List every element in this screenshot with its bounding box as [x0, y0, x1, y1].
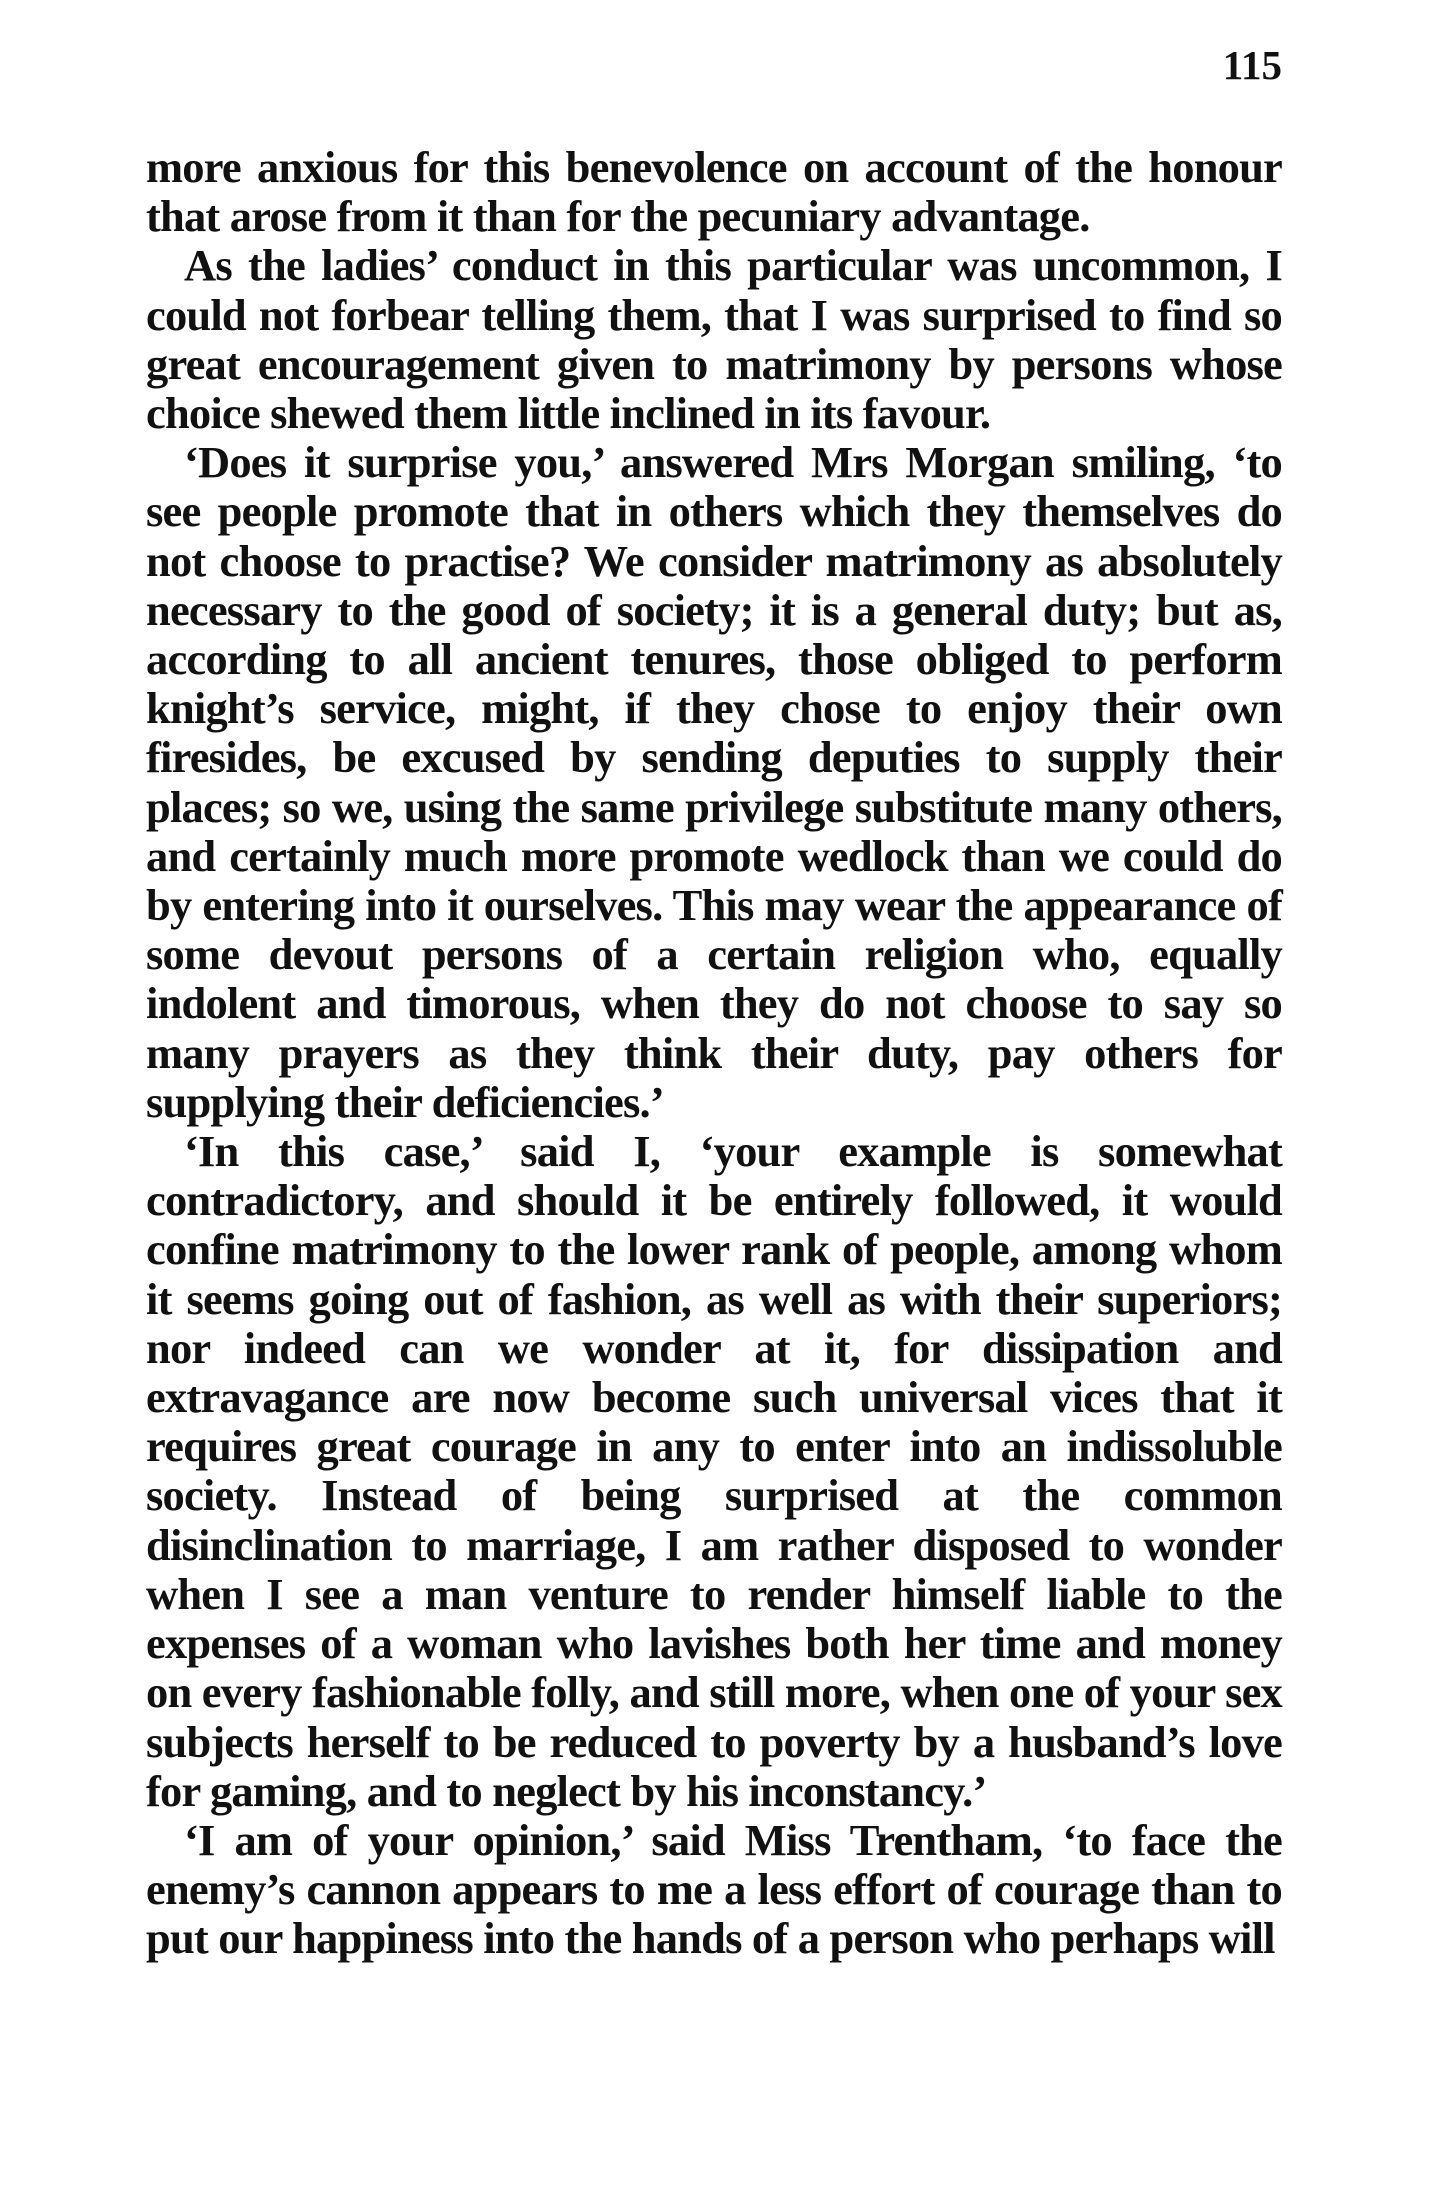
paragraph-continuation: more anxious for this benevolence on account of the honour that arose from it than for the pecuniary advantage. — [146, 142, 1282, 242]
paragraph-mrs-morgan: ‘Does it surprise you,’ answered Mrs Morgan smiling, ‘to see people promote that in others which they themselves do not choose to practise? We consider matrimony as absolutely necessary to the good of society; it is a general duty; but as, according to all ancient tenures, those obliged to perform knight’s service, might, if they chose to enjoy their own firesides, be excused by sending deputies to supply their places; so we, using the same privilege substitute many others, and certainly much more promote wedlock than we could do by entering into it ourselves. This may wear the appearance of some devout persons of a certain religion who, equally indolent and timorous, when they do not choose to say so many prayers as they think their duty, pay others for supplying their deficiencies.’ — [146, 437, 1282, 1127]
paragraph-miss-trentham: ‘I am of your opinion,’ said Miss Trentham, ‘to face the enemy’s cannon appears to me a less effort of courage than to put our happiness into the hands of a person who perhaps will — [146, 1814, 1282, 1964]
body-text — [146, 143, 1282, 1964]
paragraph-narration: As the ladies’ conduct in this particular was uncommon, I could not forbear telling them, that I was surprised to find so great encouragement given to matrimony by persons whose choice shewed them little inclined in its favour. — [146, 240, 1282, 439]
page-number: 115 — [1222, 42, 1282, 88]
paragraph-narrator-reply: ‘In this case,’ said I, ‘your example is somewhat contradictory, and should it be entirely followed, it would confine matrimony to the lower rank of people, among whom it seems going out of fashion, as well as with their superiors; nor indeed can we wonder at it, for dissipation and extravagance are now become such universal vices that it requires great courage in any to enter into an indissoluble society. Instead of being surprised at the common disinclination to marriage, I am rather disposed to wonder when I see a man venture to render himself liable to the expenses of a woman who lavishes both her time and money on every fashionable folly, and still more, when one of your sex subjects herself to be reduced to poverty by a husband’s love for gaming, and to neglect by his inconstancy.’ — [146, 1126, 1282, 1816]
